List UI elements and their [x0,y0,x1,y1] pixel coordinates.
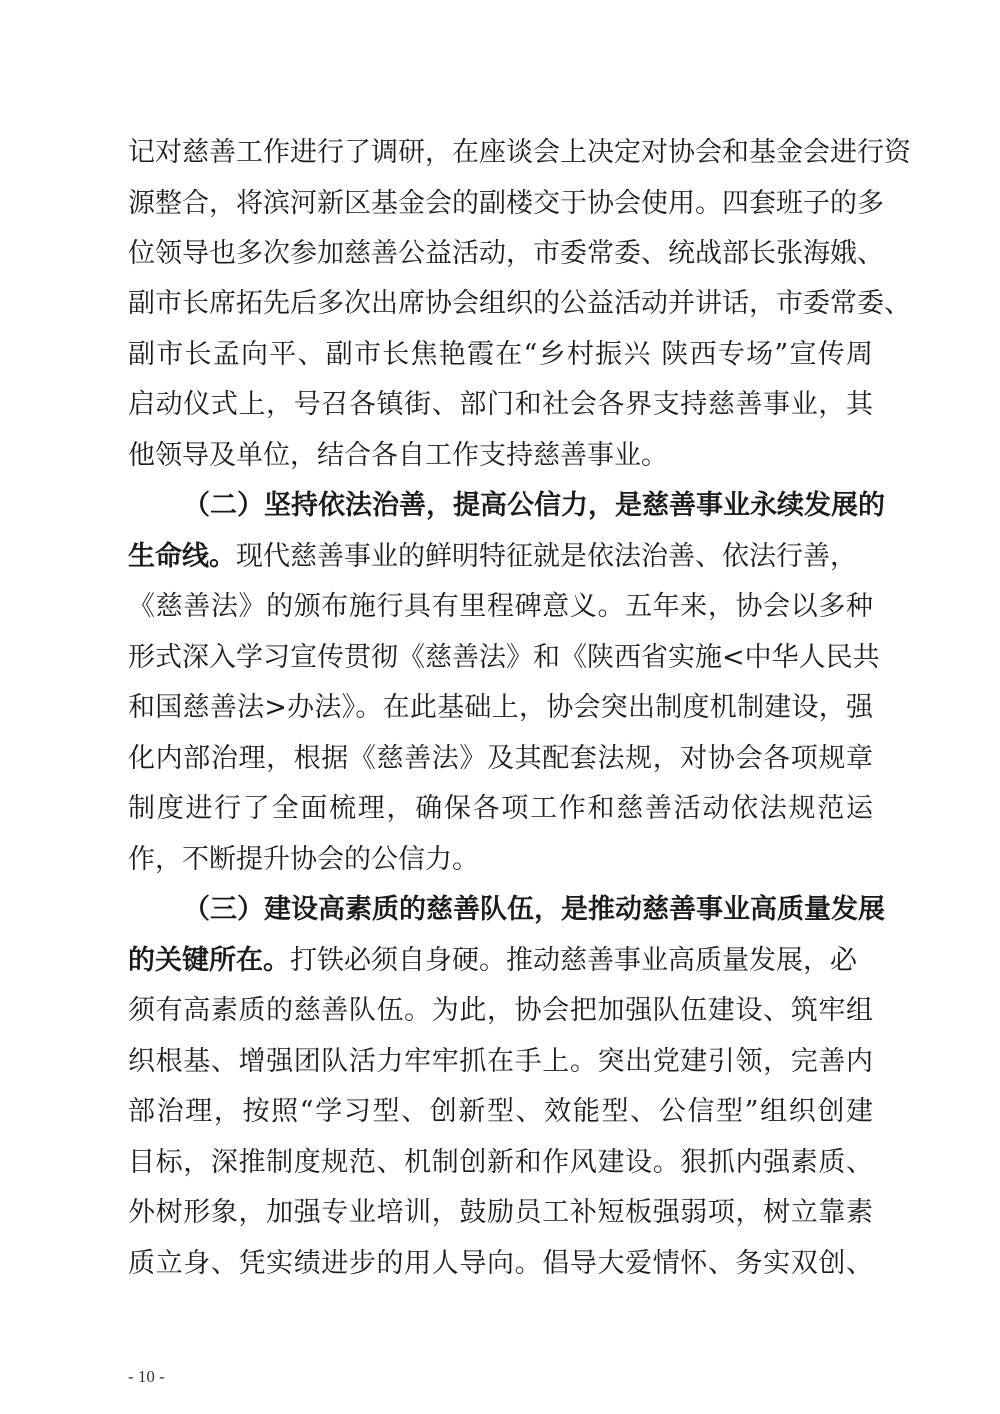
section-heading-2: （二）坚持依法治善，提高公信力，是慈善事业永续发展的 [183,490,885,521]
text-line-6: 启动仪式上，号召各镇街、部门和社会各界支持慈善事业，其 [128,389,873,420]
page-number: - 10 - [128,1367,165,1386]
text-line-19: 织根基、增强团队活力牢牢抓在手上。突出党建引领，完善内 [128,1046,873,1077]
text-line-10: 《慈善法》的颁布施行具有里程碑意义。五年来，协会以多种 [128,591,873,622]
text-line-1: 记对慈善工作进行了调研，在座谈会上决定对协会和基金会进行资 [128,137,911,168]
text-line-12: 和国慈善法>办法》。在此基础上，协会突出制度机制建设，强 [128,692,873,723]
section-heading-2-end: 生命线。 [128,541,236,572]
section-heading-3-end: 的关键所在。 [128,945,290,976]
text-line-15: 作，不断提升协会的公信力。 [128,844,479,875]
text-line-22: 外树形象，加强专业培训，鼓励员工补短板强弱项，树立靠素 [128,1197,873,1228]
text-line-17 [128,941,873,981]
text-line-11: 形式深入学习宣传贯彻《慈善法》和《陕西省实施<中华人民共 [128,642,880,673]
paragraph-2-start: 现代慈善事业的鲜明特征就是依法治善、依法行善， [236,541,857,572]
text-line-20: 部治理，按照“学习型、创新型、效能型、公信型”组织创建 [128,1096,873,1127]
text-line-4: 副市长席拓先后多次出席协会组织的公益活动并讲话，市委常委、 [128,288,911,319]
text-line-18: 须有高素质的慈善队伍。为此，协会把加强队伍建设、筑牢组 [128,995,873,1026]
text-line-21: 目标，深推制度规范、机制创新和作风建设。狠抓内强素质、 [128,1147,873,1178]
text-line-14: 制度进行了全面梳理，确保各项工作和慈善活动依法规范运 [128,793,873,824]
text-line-13: 化内部治理，根据《慈善法》及其配套法规，对协会各项规章 [128,743,873,774]
text-line-9 [128,537,873,577]
text-line-23: 质立身、凭实绩进步的用人导向。倡导大爱情怀、务实双创、 [128,1248,873,1279]
section-heading-3: （三）建设高素质的慈善队伍，是推动慈善事业高质量发展 [183,894,885,925]
text-line-2: 源整合，将滨河新区基金会的副楼交于协会使用。四套班子的多 [128,188,884,219]
text-line-7: 他领导及单位，结合各自工作支持慈善事业。 [128,440,668,471]
text-line-3: 位领导也多次参加慈善公益活动，市委常委、统战部长张海娥、 [128,238,884,269]
paragraph-3-start: 打铁必须自身硬。推动慈善事业高质量发展，必 [290,945,857,976]
text-line-5: 副市长孟向平、副市长焦艳霞在“乡村振兴 陕西专场”宣传周 [128,339,873,370]
